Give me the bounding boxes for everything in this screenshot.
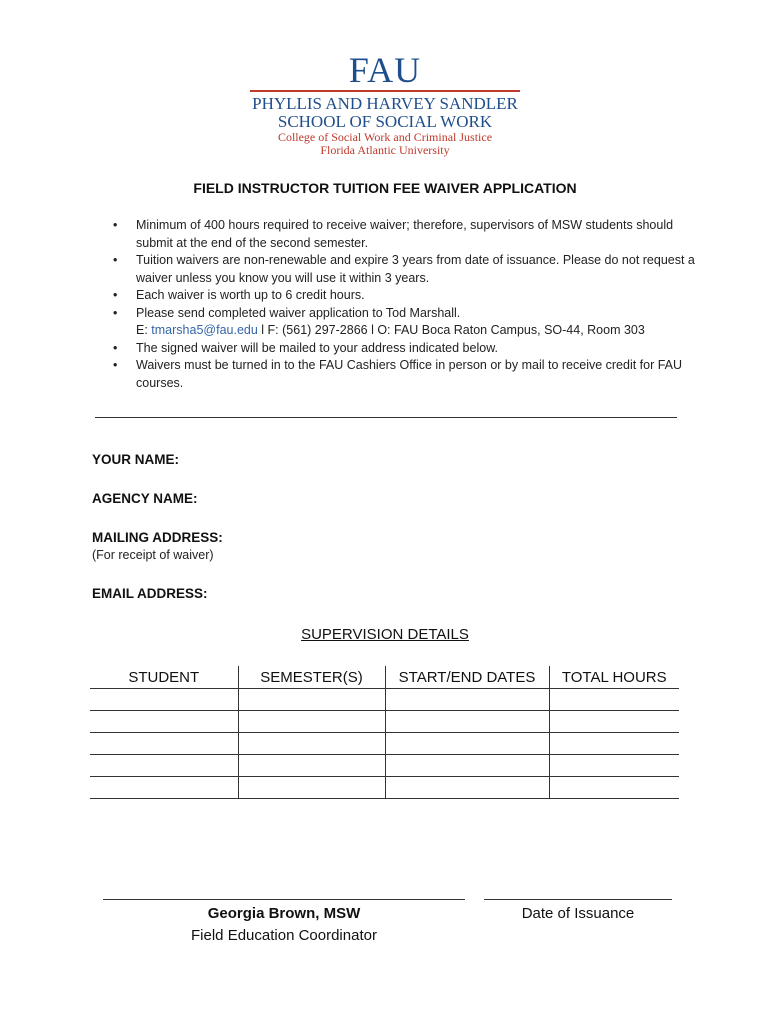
supervision-details-title: SUPERVISION DETAILS — [301, 626, 469, 643]
table-cell[interactable] — [385, 689, 549, 711]
instruction-text: Each waiver is worth up to 6 credit hours. — [136, 288, 365, 302]
date-line — [484, 899, 672, 900]
table-cell[interactable] — [549, 711, 679, 733]
signatory-title: Field Education Coordinator — [191, 927, 377, 944]
logo-wordmark: FAU — [348, 50, 422, 90]
table-row — [90, 755, 679, 777]
table-cell[interactable] — [549, 777, 679, 799]
table-cell[interactable] — [90, 777, 238, 799]
logo-rule — [250, 90, 520, 92]
logo-line-2: SCHOOL OF SOCIAL WORK — [277, 112, 493, 131]
table-cell[interactable] — [549, 689, 679, 711]
logo-line-4: Florida Atlantic University — [320, 143, 450, 157]
table-cell[interactable] — [385, 733, 549, 755]
column-header-semesters: SEMESTER(S) — [238, 666, 385, 689]
table-cell[interactable] — [238, 777, 385, 799]
table-row — [90, 689, 679, 711]
column-header-student: STUDENT — [90, 666, 238, 689]
table-cell[interactable] — [90, 755, 238, 777]
column-header-hours: TOTAL HOURS — [549, 666, 679, 689]
instruction-text: Waivers must be turned in to the FAU Cashiers Office in person or by mail to receive credit for FAU courses. — [136, 358, 683, 390]
document-title: FIELD INSTRUCTOR TUITION FEE WAIVER APPLICATION — [193, 180, 577, 196]
email-prefix: E: — [136, 323, 148, 337]
instruction-text: Tuition waivers are non-renewable and expire 3 years from date of issuance. Please do not request a waiver unless you know you will use it within 3 years. — [136, 253, 695, 285]
signature-line — [103, 899, 465, 900]
contact-email-link[interactable]: tmarsha5@fau.edu — [151, 323, 258, 337]
instruction-item — [113, 217, 713, 252]
instruction-text: Please send completed waiver application to Tod Marshall. — [136, 305, 461, 320]
agency-name-label: AGENCY NAME: — [92, 491, 198, 506]
table-row — [90, 733, 679, 755]
table-cell[interactable] — [238, 733, 385, 755]
instruction-item — [113, 340, 713, 358]
contact-details: l F: (561) 297-2866 l O: FAU Boca Raton Campus, SO-44, Room 303 — [261, 323, 645, 337]
table-cell[interactable] — [90, 689, 238, 711]
table-cell[interactable] — [549, 733, 679, 755]
table-header-row — [90, 666, 679, 689]
instruction-item — [113, 252, 713, 287]
table-row — [90, 711, 679, 733]
instruction-text: Minimum of 400 hours required to receive waiver; therefore, supervisors of MSW students should submit at the end of the second semester. — [136, 218, 674, 250]
mailing-address-note: (For receipt of waiver) — [92, 548, 214, 562]
supervision-table — [90, 666, 679, 799]
table-cell[interactable] — [385, 755, 549, 777]
fau-logo — [250, 52, 520, 157]
logo-line-1: PHYLLIS AND HARVEY SANDLER — [252, 94, 518, 113]
section-divider — [95, 417, 677, 418]
instruction-text: The signed waiver will be mailed to your address indicated below. — [136, 340, 498, 355]
date-of-issuance-label: Date of Issuance — [521, 905, 635, 922]
column-header-dates: START/END DATES — [385, 666, 549, 689]
signatory-name: Georgia Brown, MSW — [207, 905, 361, 922]
instruction-item — [113, 357, 713, 392]
table-cell[interactable] — [385, 777, 549, 799]
table-cell[interactable] — [90, 711, 238, 733]
table-cell[interactable] — [90, 733, 238, 755]
logo-line-3: College of Social Work and Criminal Justice — [277, 130, 493, 144]
table-cell[interactable] — [238, 755, 385, 777]
instruction-item — [113, 287, 713, 305]
table-row — [90, 777, 679, 799]
table-cell[interactable] — [385, 711, 549, 733]
mailing-address-label: MAILING ADDRESS: — [92, 530, 223, 545]
instructions-list — [113, 217, 713, 392]
table-cell[interactable] — [238, 689, 385, 711]
instruction-item — [113, 305, 713, 340]
your-name-label: YOUR NAME: — [92, 452, 179, 467]
table-cell[interactable] — [549, 755, 679, 777]
table-cell[interactable] — [238, 711, 385, 733]
email-address-label: EMAIL ADDRESS: — [92, 586, 208, 601]
